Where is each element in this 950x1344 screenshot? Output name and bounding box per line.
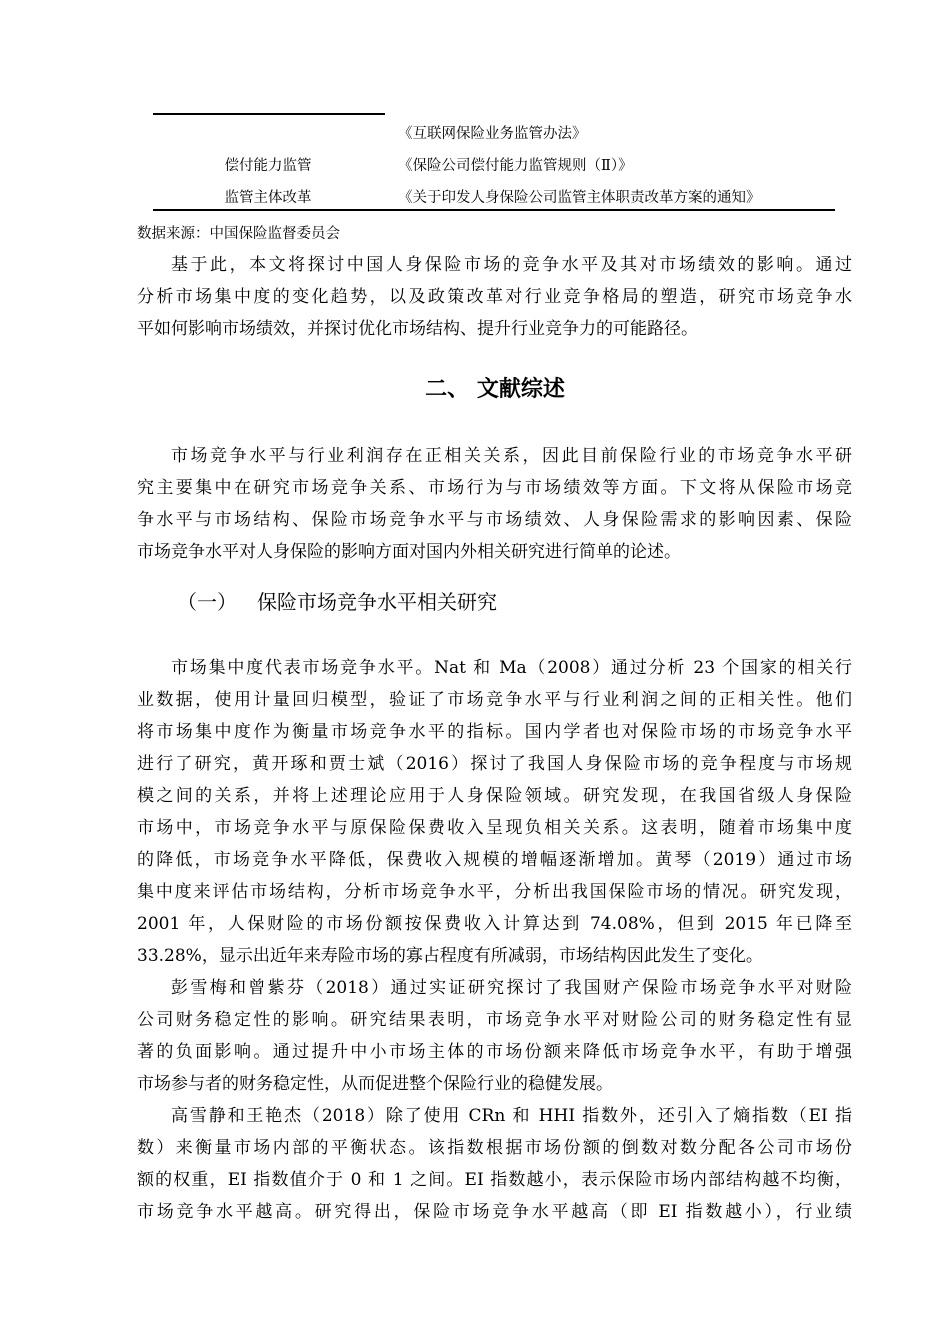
subsection-title: 保险市场竞争水平相关研究 (257, 590, 497, 614)
text-line: 市场中，市场竞争水平与原保险保费收入呈现负相关关系。这表明，随着市场集中度 (137, 818, 852, 838)
table-row (153, 185, 835, 211)
subsection-heading (177, 586, 497, 618)
text-line: 基于此，本文将探讨中国人身保险市场的竞争水平及其对市场绩效的影响。通过 (171, 255, 852, 275)
text-line: 额的权重，EI 指数值介于 0 和 1 之间。EI 指数越小，表示保险市场内部结构越不均衡， (137, 1170, 852, 1190)
text-line: 彭雪梅和曾紫芬（2018）通过实证研究探讨了我国财产保险市场竞争水平对财险 (171, 978, 852, 998)
text-line: 究主要集中在研究市场竞争关系、市场行为与市场绩效等方面。下文将从保险市场竞 (137, 478, 852, 498)
text-line: 市场竞争水平与行业利润存在正相关关系，因此目前保险行业的市场竞争水平研 (171, 446, 852, 466)
table-row (153, 121, 835, 147)
body-paragraph (137, 652, 852, 972)
text-line: 公司财务稳定性的影响。研究结果表明，市场竞争水平对财险公司的财务稳定性有显 (137, 1010, 852, 1030)
text-line: 市场竞争水平对人身保险的影响方面对国内外相关研究进行简单的论述。 (137, 542, 681, 562)
text-line: 平如何影响市场绩效，并探讨优化市场结构、提升行业竞争力的可能路径。 (137, 319, 698, 339)
body-paragraph (137, 1100, 852, 1228)
text-line: 市场竞争水平越高。研究得出，保险市场竞争水平越高（即 EI 指数越小），行业绩 (137, 1202, 852, 1222)
table-bottom-rule (153, 209, 835, 211)
table-cell-category: 监管主体改革 (224, 190, 312, 206)
table-cell-category: 偿付能力监管 (224, 158, 312, 174)
intro-paragraph (137, 249, 852, 345)
text-line: 分析市场集中度的变化趋势，以及政策改革对行业竞争格局的塑造，研究市场竞争水 (137, 287, 852, 307)
text-line: 高雪静和王艳杰（2018）除了使用 CRn 和 HHI 指数外，还引入了熵指数（EI 指 (171, 1106, 852, 1126)
text-line: 市场集中度代表市场竞争水平。Nat 和 Ma（2008）通过分析 23 个国家的相关行 (171, 658, 852, 678)
literature-paragraph (137, 440, 852, 568)
text-line: 进行了研究，黄开琢和贾士斌（2016）探讨了我国人身保险市场的竞争程度与市场规 (137, 754, 852, 774)
table-top-rule (153, 113, 385, 115)
text-line: 数）来衡量市场内部的平衡状态。该指数根据市场份额的倒数对数分配各公司市场份 (137, 1138, 852, 1158)
text-line: 著的负面影响。通过提升中小市场主体的市场份额来降低市场竞争水平，有助于增强 (137, 1042, 852, 1062)
text-line: 33.28%，显示出近年来寿险市场的寡占程度有所减弱，市场结构因此发生了变化。 (137, 946, 763, 966)
table-source-note: 数据来源：中国保险监督委员会 (137, 226, 340, 242)
text-line: 将市场集中度作为衡量市场竞争水平的指标。国内学者也对保险市场的市场竞争水平 (137, 722, 852, 742)
body-paragraph (137, 972, 852, 1100)
text-line: 模之间的关系，并将上述理论应用于人身保险领域。研究发现，在我国省级人身保险 (137, 786, 852, 806)
table-cell-regulation: 《互联网保险业务监管办法》 (398, 126, 587, 142)
text-line: 争水平与市场结构、保险市场竞争水平与市场绩效、人身保险需求的影响因素、保险 (137, 510, 852, 530)
table-cell-regulation: 《关于印发人身保险公司监管主体职责改革方案的通知》 (398, 190, 761, 206)
text-line: 集中度来评估市场结构，分析市场竞争水平，分析出我国保险市场的情况。研究发现， (137, 882, 852, 902)
text-line: 业数据，使用计量回归模型，验证了市场竞争水平与行业利润之间的正相关性。他们 (137, 690, 852, 710)
section-heading: 二、 文献综述 (425, 377, 565, 402)
text-line: 市场参与者的财务稳定性，从而促进整个保险行业的稳健发展。 (137, 1074, 613, 1094)
text-line: 的降低，市场竞争水平降低，保费收入规模的增幅逐渐增加。黄琴（2019）通过市场 (137, 850, 852, 870)
table-cell-regulation: 《保险公司偿付能力监管规则（Ⅱ）》 (398, 158, 633, 174)
table-row (153, 153, 835, 179)
subsection-number: （一） (177, 590, 237, 614)
text-line: 2001 年，人保财险的市场份额按保费收入计算达到 74.08%，但到 2015 年已降至 (137, 914, 852, 934)
